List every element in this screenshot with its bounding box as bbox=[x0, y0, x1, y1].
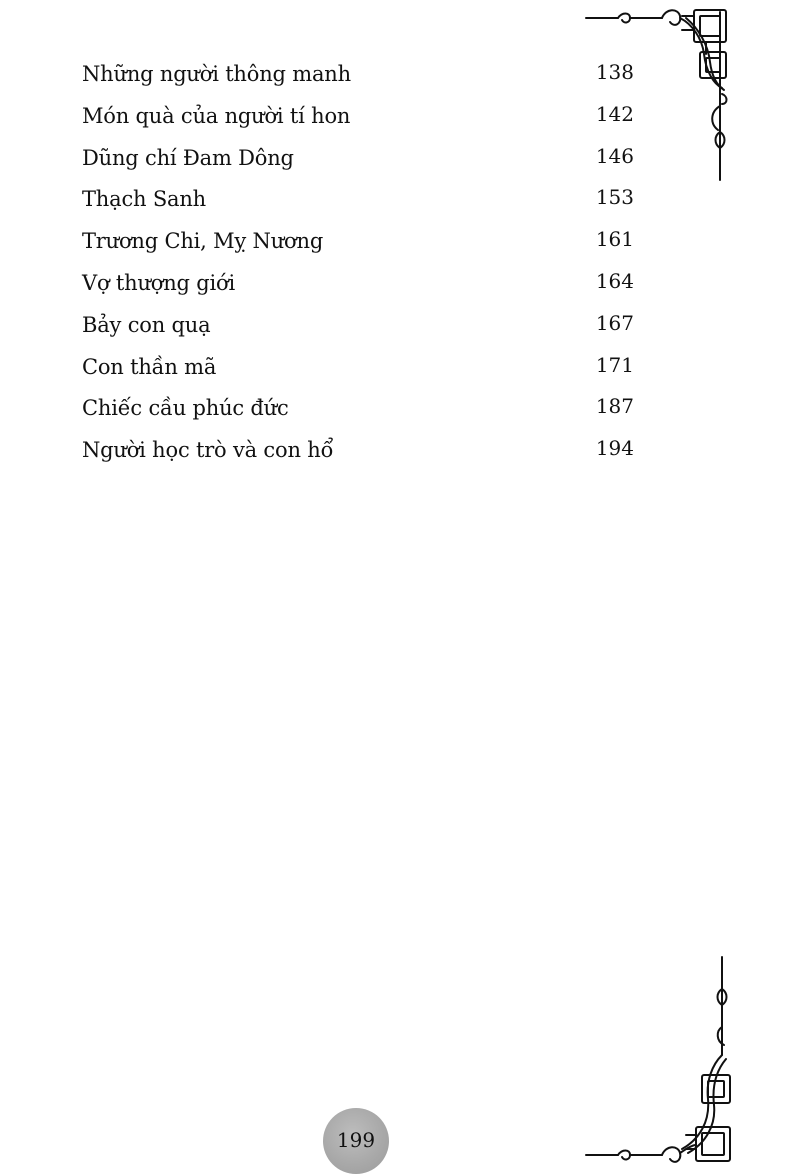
toc-entry[interactable] bbox=[82, 428, 642, 470]
toc-entry-title: Dũng chí Đam Dông bbox=[82, 145, 294, 170]
toc-entry[interactable] bbox=[82, 261, 642, 303]
toc-entry-title: Trương Chi, Mỵ Nương bbox=[82, 229, 324, 254]
toc-entry-title: Vợ thượng giới bbox=[82, 270, 235, 295]
toc-entry-page: 161 bbox=[595, 227, 634, 252]
toc-entry-page: 138 bbox=[595, 60, 634, 84]
table-of-contents bbox=[82, 52, 642, 470]
toc-entry-title: Chiếc cầu phúc đức bbox=[82, 396, 289, 421]
toc-entry-page: 167 bbox=[595, 310, 634, 335]
toc-entry-page: 194 bbox=[595, 436, 634, 461]
toc-entry-title: Những người thông manh bbox=[82, 62, 351, 86]
toc-entry[interactable] bbox=[82, 219, 642, 261]
toc-entry[interactable] bbox=[82, 136, 642, 178]
toc-entry[interactable] bbox=[82, 94, 642, 136]
toc-entry-title: Thạch Sanh bbox=[82, 187, 206, 212]
toc-entry-page: 146 bbox=[595, 143, 634, 168]
toc-entry-page: 153 bbox=[595, 185, 634, 210]
toc-entry[interactable] bbox=[82, 386, 642, 428]
toc-entry[interactable] bbox=[82, 303, 642, 345]
toc-entry-page: 142 bbox=[595, 101, 634, 126]
toc-entry[interactable] bbox=[82, 177, 642, 219]
page-number: 199 bbox=[336, 1128, 376, 1152]
toc-entry-title: Con thần mã bbox=[82, 354, 217, 379]
toc-entry-page: 187 bbox=[595, 394, 634, 419]
corner-flourish-icon bbox=[582, 2, 742, 182]
toc-entry-title: Người học trò và con hổ bbox=[82, 438, 334, 463]
toc-entry-page: 164 bbox=[595, 268, 634, 293]
page-number-badge bbox=[323, 1108, 389, 1174]
toc-entry[interactable] bbox=[82, 52, 642, 94]
toc-entry-title: Món quà của người tí hon bbox=[82, 103, 351, 128]
toc-entry[interactable] bbox=[82, 345, 642, 387]
toc-entry-page: 171 bbox=[595, 352, 634, 377]
toc-entry-title: Bảy con quạ bbox=[82, 312, 211, 337]
corner-flourish-icon bbox=[582, 955, 742, 1169]
